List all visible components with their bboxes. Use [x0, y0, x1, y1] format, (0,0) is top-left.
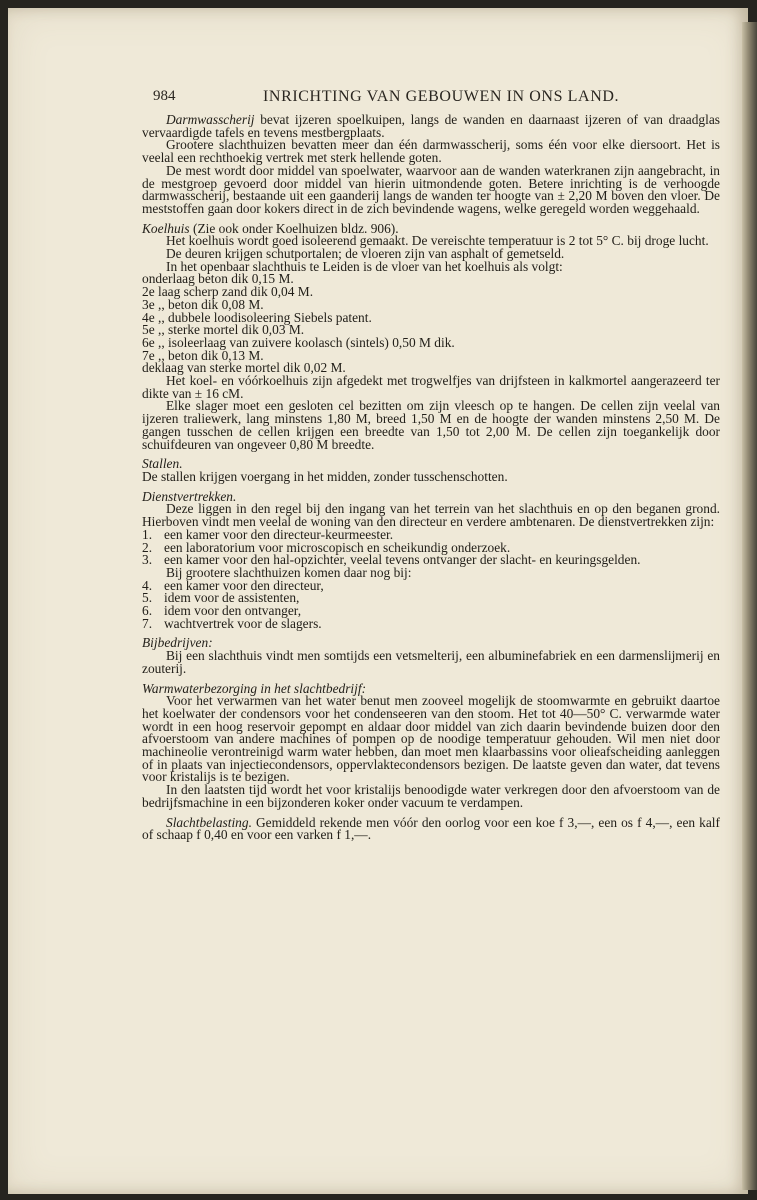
list-item: 2. een laboratorium voor microscopisch en scheikundig onderzoek.	[142, 539, 511, 555]
subheading-dienstvertrekken: Dienstvertrekken.	[142, 488, 237, 504]
book-page	[8, 8, 748, 1194]
list-item: 3. een kamer voor den hal-opzichter, veelal tevens ontvanger der slacht- en keuringsgelden.	[142, 552, 641, 568]
subheading-darmwasscherij: Darmwasscherij	[166, 112, 255, 127]
paragraph: De stallen krijgen voergang in het midden, zonder tusschenschotten.	[142, 468, 508, 484]
list-item: 4. een kamer voor den directeur,	[142, 577, 324, 593]
paragraph: Elke slager moet een gesloten cel bezitten om zijn vleesch op te hangen. De cellen zijn veelal van ijzeren traliewerk, lang minstens 1,80 M, breed 1,50 M en de hoogte der wanden minstens 2,50 M. De gangen tusschen de cellen krijgen een breedte van 1,50 tot 2,00 M. De cellen zijn toegankelijk door schuifdeuren van ongeveer 0,80 M breedte.	[142, 398, 720, 452]
layer-line: 4e ,, dubbele loodisoleering Siebels patent.	[142, 309, 372, 325]
running-title: INRICHTING VAN GEBOUWEN IN ONS LAND.	[263, 88, 620, 105]
paragraph: Bij een slachthuis vindt men somtijds een vetsmelterij, een albuminefabriek en een darmenslijmerij en zouterij.	[142, 648, 720, 676]
subheading-bijbedrijven: Bijbedrijven:	[142, 635, 213, 651]
layer-line: 7e ,, beton dik 0,13 M.	[142, 347, 264, 363]
paragraph: Bij grootere slachthuizen komen daar nog bij:	[166, 564, 412, 580]
book-edge	[742, 22, 757, 1190]
paragraph: In den laatsten tijd wordt het voor kristalijs benoodigde water verkregen door den afvoerstoom van de bedrijfsmachine in een bijzonderen koker onder vacuum te verdampen.	[142, 782, 720, 810]
subheading-koelhuis-line: Koelhuis (Zie ook onder Koelhuizen bldz. 906).	[142, 220, 399, 236]
paragraph: Het koel- en vóórkoelhuis zijn afgedekt met trogwelfjes van drijfsteen in kalkmortel aangerazeerd ter dikte van ± 16 cM.	[142, 373, 720, 401]
layer-line: 5e ,, sterke mortel dik 0,03 M.	[142, 322, 305, 338]
paragraph: In het openbaar slachthuis te Leiden is de vloer van het koelhuis als volgt:	[166, 258, 563, 274]
paragraph: Het koelhuis wordt goed isoleerend gemaakt. De vereischte temperatuur is 2 tot 5° C. bij droge lucht.	[166, 233, 709, 249]
paragraph-slachtbelasting: Slachtbelasting. Gemiddeld rekende men vóór den oorlog voor een koe f 3,—, een os f 4,—, een kalf of schaap f 0,40 en voor een varken f 1,—.	[142, 814, 720, 843]
subheading-slachtbelasting: Slachtbelasting.	[166, 814, 252, 830]
subheading-stallen: Stallen.	[142, 456, 183, 472]
paragraph: Deze liggen in den regel bij den ingang van het terrein van het slachthuis en op den beganen grond. Hierboven vindt men veelal de woning van den directeur en verdere ambtenaren. De dienstvertrekken zijn:	[142, 501, 720, 530]
list-item: 1. een kamer voor den directeur-keurmeester.	[142, 526, 394, 542]
body-text	[142, 114, 720, 842]
paragraph: De deuren krijgen schutportalen; de vloeren zijn van asphalt of gemetseld.	[166, 246, 565, 262]
paragraph: Voor het verwarmen van het water benut men zooveel mogelijk de stoomwarmte en gebruikt daartoe het koelwater der condensors voor het condenseeren van den stoom. Het tot 40—50° C. verwarmde water wordt in een hoog reservoir gepompt en aldaar door middel van zich daarin bevindende buizen door den afvoerstoom van andere machines of pompen op de noodige temperatuur gehouden. Wil men niet door machineolie verontreinigd warm water hebben, dan moet men klaarbassins voor olieafscheiding aanleggen of in plaats van injectiecondensors, oppervlaktecondensors bezigen. De laatste geven dan water, dat tevens voor kristalijs is te bezigen.	[142, 693, 720, 785]
list-item: 5. idem voor de assistenten,	[142, 590, 300, 606]
paragraph: Grootere slachthuizen bevatten meer dan één darmwasscherij, soms één voor elke diersoort. Het is veelal een rechthoekig vertrek met sterk hellende goten.	[142, 137, 720, 166]
subheading-koelhuis: Koelhuis	[142, 220, 190, 236]
paragraph-darmwasscherij: Darmwasscherij bevat ijzeren spoelkuipen, langs de wanden en daarnaast ijzeren of van draadglas vervaardigde tafels en tevens mestbergplaats.	[142, 112, 720, 140]
list-item: 7. wachtvertrek voor de slagers.	[142, 615, 322, 631]
layer-line: deklaag van sterke mortel dik 0,02 M.	[142, 360, 346, 376]
layer-line: onderlaag beton dik 0,15 M.	[142, 271, 294, 287]
list-item: 6. idem voor den ontvanger,	[142, 603, 302, 619]
layer-line: 6e ,, isoleerlaag van zuivere koolasch (sintels) 0,50 M dik.	[142, 334, 455, 350]
page-number: 984	[153, 88, 176, 104]
layer-line: 3e ,, beton dik 0,08 M.	[142, 296, 264, 312]
layer-line: 2e laag scherp zand dik 0,04 M.	[142, 284, 314, 300]
subheading-warmwaterbezorging: Warmwaterbezorging in het slachtbedrijf:	[142, 680, 367, 696]
paragraph: De mest wordt door middel van spoelwater, waarvoor aan de wanden waterkranen zijn aangebracht, in de mestgroep gevoerd door middel van hierin uitmondende goten. Betere inrichting is de verhoogde darmwasscherij, bestaande uit een gaanderij langs de wanden ter hoogte van ± 2,20 M boven den vloer. De meststoffen gaan door kokers direct in de zich bevindende wagens, welke geregeld worden weggehaald.	[142, 162, 720, 216]
page-header	[153, 88, 633, 110]
